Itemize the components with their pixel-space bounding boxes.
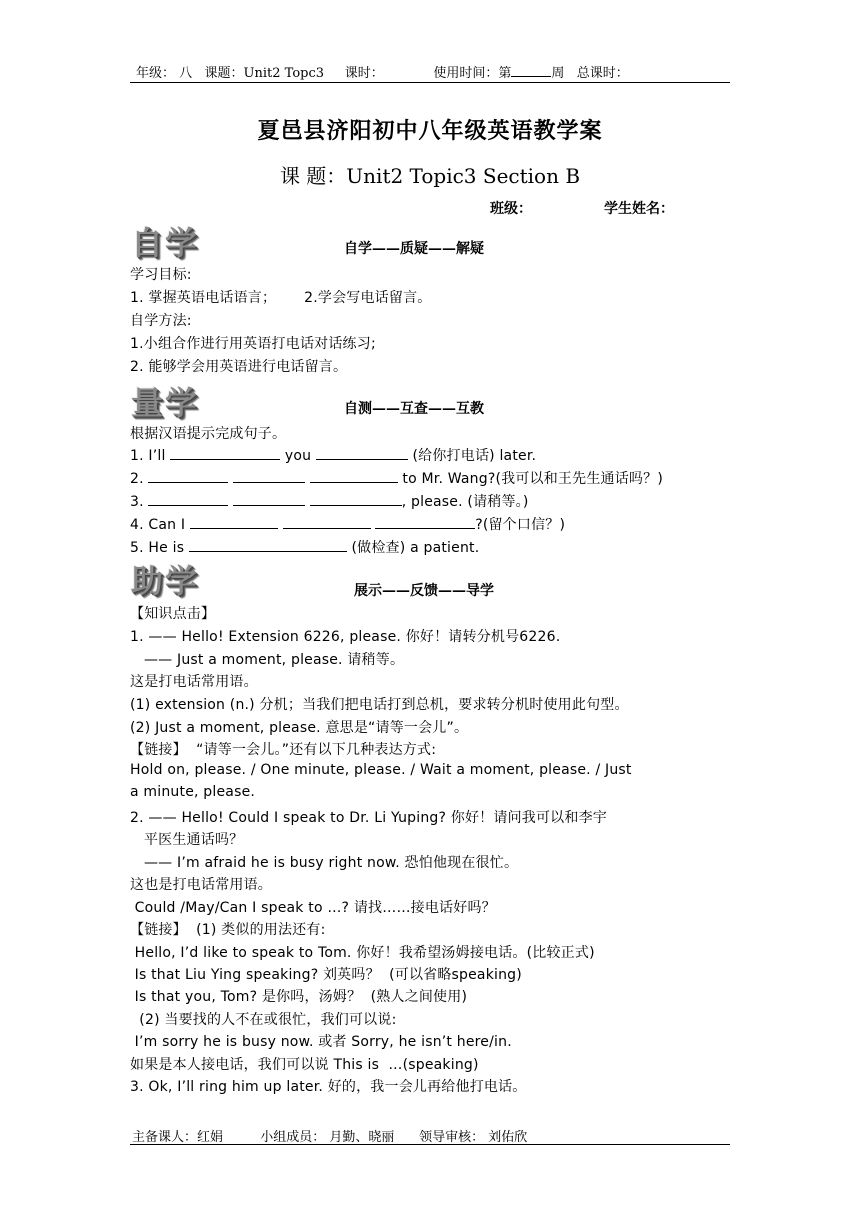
footer-reviewer: 领导审核： 刘佑欣 — [419, 1130, 528, 1145]
answer-blank[interactable] — [170, 445, 280, 460]
footer-members: 小组成员： 月勤、晓丽 — [260, 1130, 395, 1145]
answer-blank[interactable] — [190, 514, 278, 529]
header-week-blank — [511, 64, 551, 77]
exercise-text: 5. He is — [130, 540, 189, 556]
header-use-time-prefix: 使用时间：第 — [433, 66, 512, 81]
knowledge-line: a minute, please. — [130, 784, 256, 800]
measure-badge: 量学 — [131, 384, 200, 422]
self-study-line: 1.小组合作进行用英语打电话对话练习; — [130, 336, 376, 352]
knowledge-line: Is that you, Tom? 是你吗，汤姆？ (熟人之间使用) — [130, 989, 468, 1005]
self-study-line: 2. 能够学会用英语进行电话留言。 — [130, 359, 348, 375]
knowledge-line: —— I’m afraid he is busy right now. 恐怕他现在很忙。 — [130, 855, 519, 871]
answer-blank[interactable] — [189, 537, 347, 552]
help-badge: 助学 — [131, 562, 200, 600]
knowledge-line: 【知识点击】 — [130, 606, 216, 622]
exercise-text: 3. — [130, 494, 149, 510]
knowledge-line: 1. —— Hello! Extension 6226, please. 你好！请转分机号6226. — [130, 629, 561, 645]
answer-blank[interactable] — [283, 514, 371, 529]
class-label: 班级： — [490, 201, 532, 217]
measure-heading: 自测——互查——互教 — [344, 401, 484, 417]
knowledge-line: 【链接】 (1) 类似的用法还有: — [130, 922, 326, 938]
knowledge-line: 3. Ok, I’ll ring him up later. 好的，我一会儿再给他打电话。 — [130, 1079, 527, 1095]
exercise-text: ?(留个口信？) — [475, 517, 566, 533]
exercise-text: to Mr. Wang?(我可以和王先生通话吗？) — [397, 471, 663, 487]
knowledge-line: 这也是打电话常用语。 — [130, 877, 272, 893]
knowledge-line: (1) extension (n.) 分机；当我们把电话打到总机，要求转分机时使用此句型。 — [130, 697, 629, 713]
knowledge-line: I’m sorry he is busy now. 或者 Sorry, he isn’t here/in. — [130, 1034, 512, 1050]
page-title: 夏邑县济阳初中八年级英语教学案 — [257, 118, 603, 144]
answer-blank[interactable] — [310, 491, 402, 506]
exercise-item — [130, 514, 565, 534]
answer-blank[interactable] — [233, 468, 305, 483]
knowledge-line: 【链接】 “请等一会儿。”还有以下几种表达方式: — [130, 742, 437, 758]
footer-preparer: 主备课人：红娟 — [132, 1130, 224, 1145]
knowledge-line: Is that Liu Ying speaking? 刘英吗？ (可以省略speaking) — [130, 967, 522, 983]
knowledge-line: 2. —— Hello! Could I speak to Dr. Li Yuping? 你好！请问我可以和李宇 — [130, 810, 607, 826]
answer-blank[interactable] — [316, 445, 408, 460]
header-topic: 课题：Unit2 Topc3 — [204, 66, 325, 81]
footer-rule — [130, 1144, 730, 1145]
header-use-time-suffix: 周 — [551, 66, 565, 81]
exercise-text: you — [280, 448, 316, 464]
exercise-item — [130, 468, 663, 488]
knowledge-line: Could /May/Can I speak to …? 请找……接电话好吗？ — [130, 900, 496, 916]
exercise-item — [130, 537, 479, 557]
exercise-text: (给你打电话) later. — [407, 448, 537, 464]
exercise-text: 1. I’ll — [130, 448, 171, 464]
knowledge-line: —— Just a moment, please. 请稍等。 — [130, 652, 405, 668]
answer-blank[interactable] — [375, 514, 475, 529]
header-total-periods: 总课时： — [576, 66, 629, 81]
header-rule — [130, 82, 730, 83]
answer-blank[interactable] — [233, 491, 305, 506]
knowledge-line: Hello, I’d like to speak to Tom. 你好！我希望汤姆接电话。(比较正式) — [130, 945, 595, 961]
answer-blank[interactable] — [148, 491, 228, 506]
exercise-text: , please. (请稍等。) — [401, 494, 529, 510]
exercise-text: 4. Can I — [130, 517, 190, 533]
page-footer — [132, 1126, 527, 1145]
self-study-heading: 自学——质疑——解疑 — [344, 241, 484, 257]
knowledge-line: 平医生通话吗？ — [130, 832, 244, 848]
self-study-line: 学习目标: — [130, 267, 192, 283]
knowledge-line: Hold on, please. / One minute, please. / Wait a moment, please. / Just — [130, 762, 632, 778]
knowledge-line: 如果是本人接电话，我们可以说 This is …(speaking) — [130, 1057, 479, 1073]
help-heading: 展示——反馈——导学 — [354, 583, 494, 599]
self-study-line: 自学方法: — [130, 313, 192, 329]
exercise-text: 2. — [130, 471, 149, 487]
exercise-item — [130, 491, 529, 511]
answer-blank[interactable] — [310, 468, 398, 483]
page-subtitle: 课 题：Unit2 Topic3 Section B — [279, 164, 581, 188]
answer-blank[interactable] — [148, 468, 228, 483]
exercise-text: (做检查) a patient. — [346, 540, 480, 556]
self-study-line: 1. 掌握英语电话语言； 2.学会写电话留言。 — [130, 290, 432, 306]
self-study-badge: 自学 — [131, 224, 200, 262]
header-period: 课时： — [344, 66, 384, 81]
exercise-intro: 根据汉语提示完成句子。 — [130, 426, 287, 442]
student-name-label: 学生姓名： — [604, 201, 674, 217]
knowledge-line: (2) Just a moment, please. 意思是“请等一会儿”。 — [130, 720, 469, 736]
knowledge-line: 这是打电话常用语。 — [130, 674, 258, 690]
page-header — [136, 62, 629, 81]
knowledge-line: (2) 当要找的人不在或很忙，我们可以说: — [130, 1012, 397, 1028]
exercise-item — [130, 445, 536, 465]
header-grade: 年级： 八 — [136, 66, 193, 81]
